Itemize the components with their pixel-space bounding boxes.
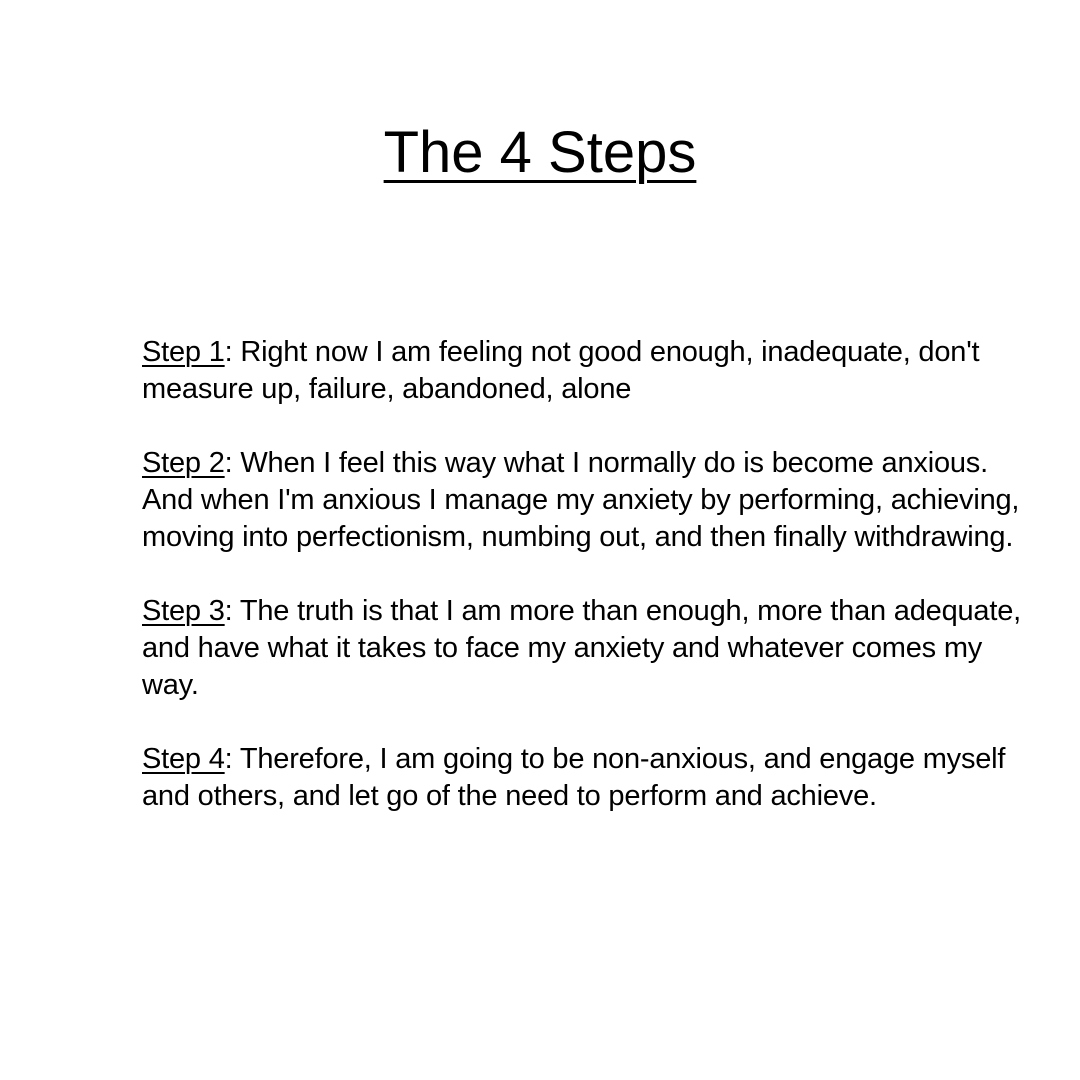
step-2-text: : When I feel this way what I normally do is become anxious. And when I'm anxious I manage my anxiety by performing, achieving, moving into perfectionism, numbing out, and then finally withdrawing. bbox=[142, 447, 1020, 553]
step-4-text: : Therefore, I am going to be non-anxious, and engage myself and others, and let go of the need to perform and achieve. bbox=[142, 743, 1006, 812]
page-title: The 4 Steps bbox=[383, 120, 697, 185]
step-3-text: : The truth is that I am more than enough, more than adequate, and have what it takes to face my anxiety and whatever comes my way. bbox=[142, 595, 1021, 701]
step-2-label: Step 2 bbox=[142, 447, 225, 479]
step-2 bbox=[142, 445, 1022, 556]
step-4 bbox=[142, 741, 1022, 815]
step-3-label: Step 3 bbox=[142, 595, 225, 627]
step-1-label: Step 1 bbox=[142, 336, 225, 368]
steps-list bbox=[142, 334, 1022, 852]
step-4-label: Step 4 bbox=[142, 743, 225, 775]
step-3 bbox=[142, 593, 1022, 704]
step-1 bbox=[142, 334, 1022, 408]
step-1-text: : Right now I am feeling not good enough, inadequate, don't measure up, failure, abandoned, alone bbox=[142, 336, 980, 405]
